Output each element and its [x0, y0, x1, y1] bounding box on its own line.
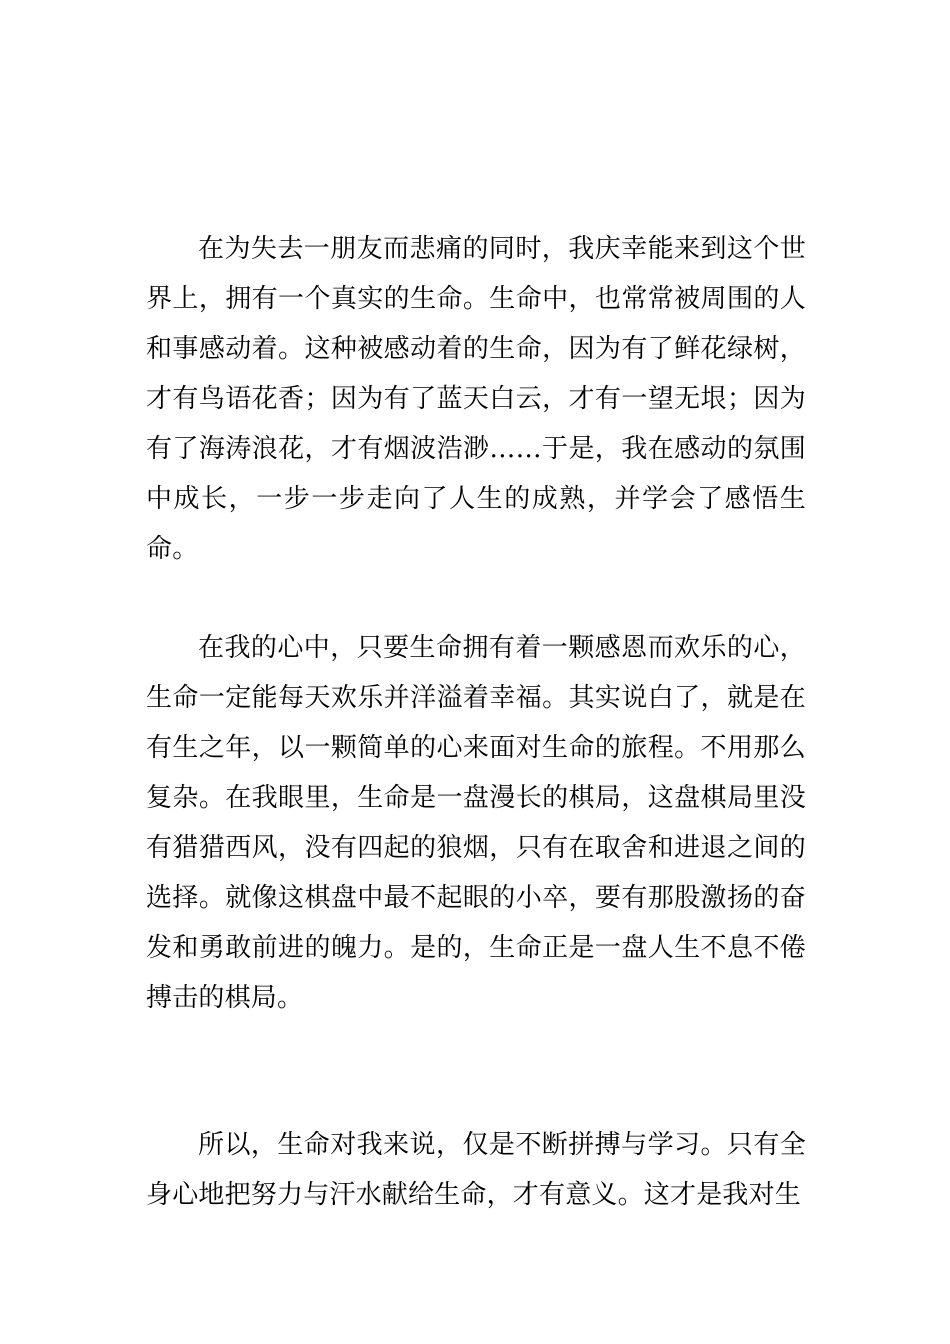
paragraph-3: 所以，生命对我来说，仅是不断拼搏与学习。只有全身心地把努力与汗水献给生命，才有意义。这才是我对生 — [146, 1130, 806, 1210]
paragraph-2: 在我的心中，只要生命拥有着一颗感恩而欢乐的心，生命一定能每天欢乐并洋溢着幸福。其实说白了，就是在有生之年，以一颗简单的心来面对生命的旅程。不用那么复杂。在我眼里，生命是一盘漫长的棋局，这盘棋局里没有猎猎西风，没有四起的狼烟，只有在取舍和进退之间的选择。就像这棋盘中最不起眼的小卒，要有那股激扬的奋发和勇敢前进的魄力。是的，生命正是一盘人生不息不倦搏击的棋局。 — [146, 633, 806, 1013]
paragraph-1: 在为失去一朋友而悲痛的同时，我庆幸能来到这个世界上，拥有一个真实的生命。生命中，也常常被周围的人和事感动着。这种被感动着的生命，因为有了鲜花绿树，才有鸟语花香；因为有了蓝天白云，才有一望无垠；因为有了海涛浪花，才有烟波浩渺……于是，我在感动的氛围中成长，一步一步走向了人生的成熟，并学会了感悟生命。 — [146, 234, 806, 564]
